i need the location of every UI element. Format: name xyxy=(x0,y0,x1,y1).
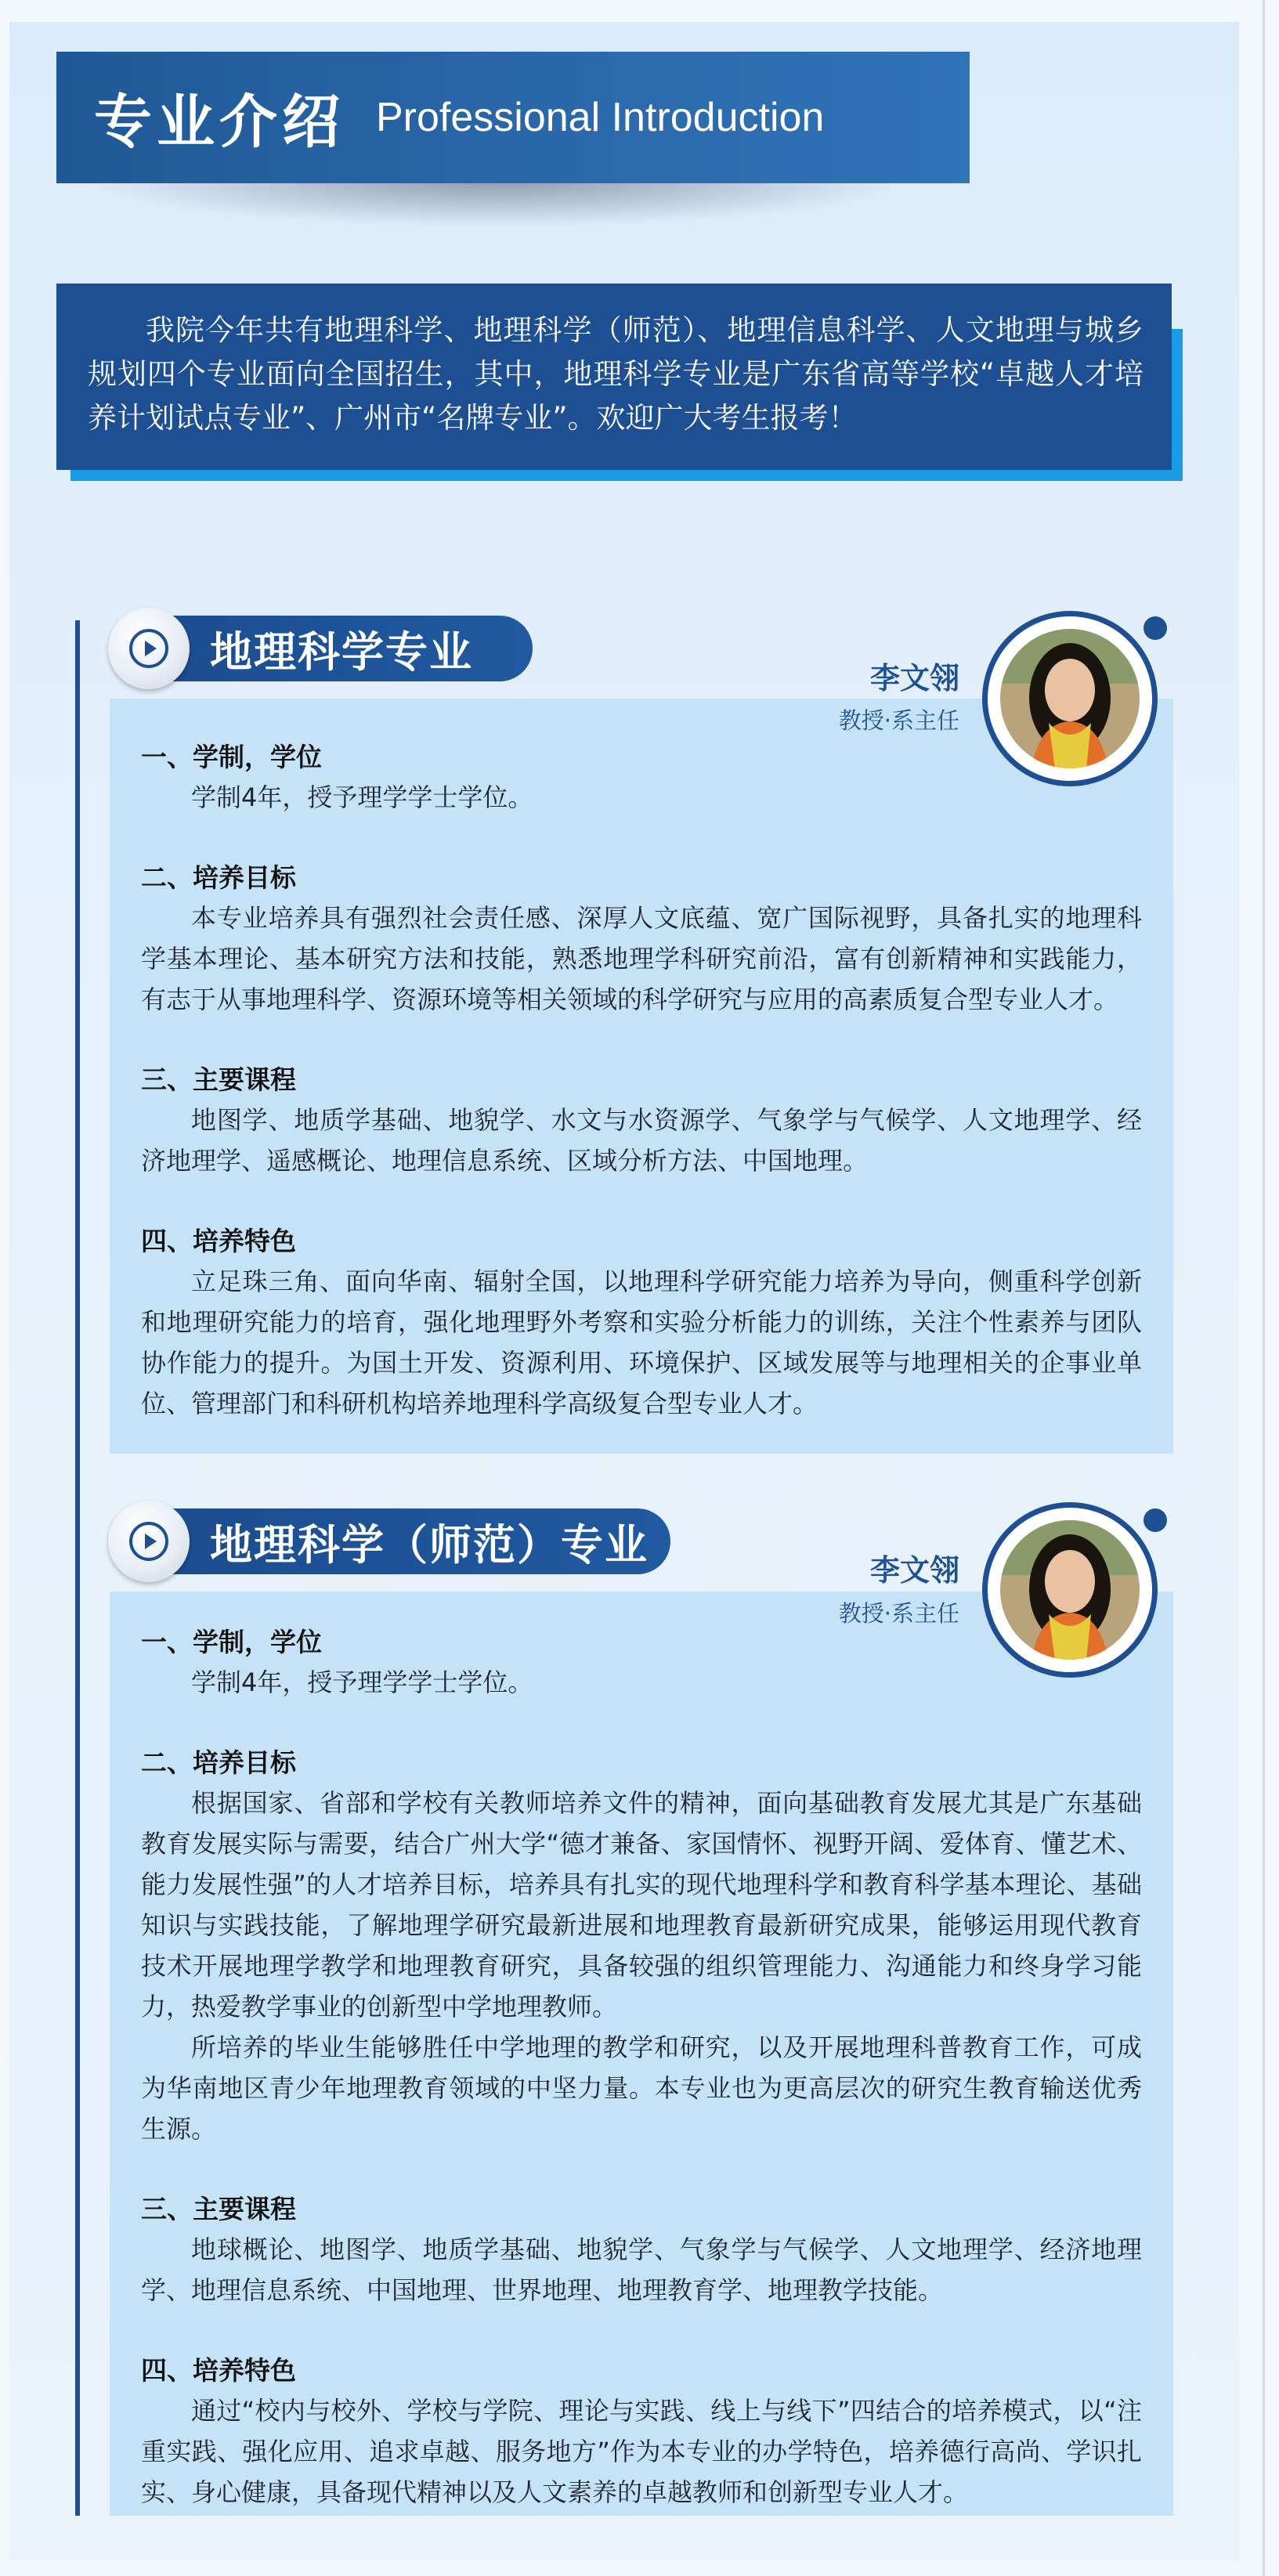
play-circle-icon xyxy=(108,1501,190,1582)
section-heading: 二、培养目标 xyxy=(141,862,296,893)
intro-text: 我院今年共有地理科学、地理科学（师范）、地理信息科学、人文地理与城乡规划四个专业面向全国招生，其中，地理科学专业是广东省高等学校“卓越人才培养计划试点专业”、广州市“名牌专业”。欢迎广大考生报考！ xyxy=(56,284,1172,470)
section-paragraph: 本专业培养具有强烈社会责任感、深厚人文底蕴、宽广国际视野，具备扎实的地理科学基本理论、基本研究方法和技能，熟悉地理学科研究前沿，富有创新精神和实践能力，有志于从事地理科学、资源环境等相关领域的科学研究与应用的高素质复合型专业人才。 xyxy=(141,903,1142,1014)
section-paragraph: 学制4年，授予理学学士学位。 xyxy=(191,1667,533,1697)
decorative-dot xyxy=(1144,1508,1167,1532)
avatar xyxy=(1000,1520,1140,1660)
professor-avatar-ring xyxy=(982,611,1158,786)
play-circle-icon xyxy=(108,608,190,689)
professor-name: 李文翎 xyxy=(869,1553,959,1588)
section-heading: 四、培养特色 xyxy=(141,1226,296,1256)
section-heading: 一、学制，学位 xyxy=(141,742,322,772)
section-title-pill xyxy=(117,1508,670,1574)
section-heading: 三、主要课程 xyxy=(141,2194,296,2224)
section-paragraph: 通过“校内与校外、学校与学院、理论与实践、线上与线下”四结合的培养模式，以“注重实践、强化应用、追求卓越、服务地方”作为本专业的办学特色，培养德行高尚、学识扎实、身心健康，具备现代精神以及人文素养的卓越教师和创新型专业人才。 xyxy=(141,2396,1142,2507)
professor-title: 教授·系主任 xyxy=(838,707,959,734)
section-content-box xyxy=(110,699,1173,1454)
section-title: 地理科学专业 xyxy=(210,627,473,677)
section-content-box xyxy=(110,1591,1173,2516)
section-paragraph: 所培养的毕业生能够胜任中学地理的教学和研究，以及开展地理科普教育工作，可成为华南地区青少年地理教育领域的中坚力量。本专业也为更高层次的研究生教育输送优秀生源。 xyxy=(141,2032,1142,2144)
section-paragraph: 立足珠三角、面向华南、辐射全国，以地理科学研究能力培养为导向，侧重科学创新和地理研究能力的培育，强化地理野外考察和实验分析能力的训练，关注个性素养与团队协作能力的提升。为国土开发、资源利用、环境保护、区域发展等与地理相关的企事业单位、管理部门和科研机构培养地理科学高级复合型专业人才。 xyxy=(141,1266,1142,1418)
section-heading: 四、培养特色 xyxy=(141,2355,296,2386)
section-paragraph: 地图学、地质学基础、地貌学、水文与水资源学、气象学与气候学、人文地理学、经济地理学、遥感概论、地理信息系统、区域分析方法、中国地理。 xyxy=(141,1105,1142,1176)
avatar xyxy=(1000,629,1140,768)
section-paragraph: 学制4年，授予理学学士学位。 xyxy=(191,782,533,812)
section-heading: 二、培养目标 xyxy=(141,1747,296,1778)
professor-name: 李文翎 xyxy=(869,661,959,695)
section-paragraph: 地球概论、地图学、地质学基础、地貌学、气象学与气候学、人文地理学、经济地理学、地理信息系统、中国地理、世界地理、地理教育学、地理教学技能。 xyxy=(141,2235,1142,2305)
header-shadow xyxy=(86,180,909,227)
professor-avatar-ring xyxy=(982,1502,1158,1678)
section-heading: 一、学制，学位 xyxy=(141,1627,322,1657)
header-title-en: Professional Introduction xyxy=(376,95,825,140)
header-title-cn: 专业介绍 xyxy=(94,89,345,156)
decorative-dot xyxy=(1144,616,1167,640)
section-paragraph: 根据国家、省部和学校有关教师培养文件的精神，面向基础教育发展尤其是广东基础教育发展实际与需要，结合广州大学“德才兼备、家国情怀、视野开阔、爱体育、懂艺术、能力发展性强”的人才培养目标，培养具有扎实的现代地理科学和教育科学基本理论、基础知识与实践技能，了解地理学研究最新进展和地理教育最新研究成果，能够运用现代教育技术开展地理学教学和地理教育研究，具备较强的组织管理能力、沟通能力和终身学习能力，热爱教学事业的创新型中学地理教师。 xyxy=(141,1788,1142,2021)
page-header xyxy=(56,52,970,183)
page-edge-line xyxy=(1263,0,1265,2576)
section-title: 地理科学（师范）专业 xyxy=(210,1519,649,1570)
timeline-line xyxy=(75,620,80,2516)
professor-title: 教授·系主任 xyxy=(838,1600,959,1627)
section-heading: 三、主要课程 xyxy=(141,1064,296,1095)
